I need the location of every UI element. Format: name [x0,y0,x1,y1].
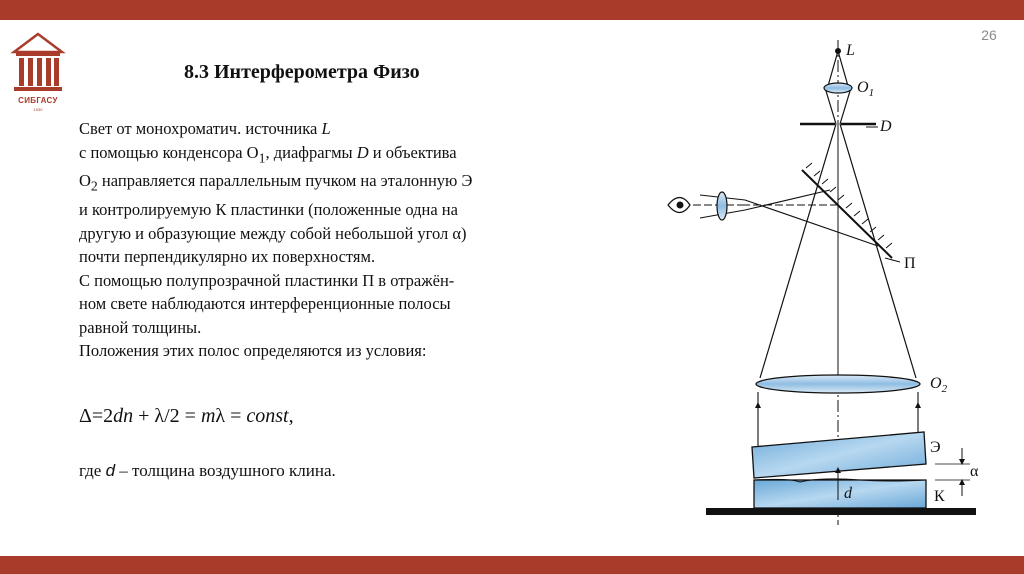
formula: Δ=2dn + λ/2 = mλ = const, [79,405,294,427]
reflected-ray [745,190,830,210]
body-line-7: С помощью полупрозрачной пластинки П в отражён- [79,270,455,290]
body-text [79,117,599,363]
condenser-lens-o1 [824,83,852,93]
logo-wordmark: СИБГАСУ [18,96,58,105]
body-line-2: с помощью конденсора $О_1$, диафрагмы D и объектива [79,142,457,165]
label-o1: $O_1$ [857,79,875,99]
label-e: Э [930,439,941,456]
university-logo [10,30,66,116]
bottom-accent-bar [0,556,1024,574]
label-leader [885,258,900,262]
beamsplitter-plate [802,170,892,258]
fizeau-interferometer-diagram [655,32,1000,532]
ray [840,91,850,124]
body-line-4: и контролируемую К пластинки (положенные одна на [79,200,458,220]
logo-year: 1930 [33,107,43,112]
eye-icon [668,198,690,213]
ray [760,124,836,378]
ray [826,91,836,124]
beamsplitter-hatching [806,163,892,248]
reference-plate-e [752,432,926,478]
body-line-5: другую и образующие между собой небольшой угол α) [79,223,467,243]
source-symbol: L [321,119,331,138]
label-p: П [904,255,916,272]
label-k: К [934,488,945,505]
interferometer-svg [655,32,1000,532]
label-l: L [846,42,855,59]
slide-title: 8.3 Интерферометра Физо [184,61,420,83]
eyepiece-lens [717,192,727,220]
building-logo-icon [10,30,66,96]
ray [828,51,838,86]
label-d-diaphragm: D [880,118,892,135]
slide-number: 26 [981,27,997,43]
ray [840,124,916,378]
label-d-thickness: d [844,485,852,502]
test-plate-k [754,480,926,508]
body-line-6: почти перпендикулярно их поверхностям. [79,247,376,267]
label-o2: $O_2$ [930,375,948,395]
body-line-1: Свет от монохроматич. источника L [79,119,331,138]
body-line-9: равной толщины. [79,317,202,337]
body-line-10: Положения этих полос определяются из условия: [79,341,427,361]
body-line-3: $О_2$ направляется параллельным пучком на эталонную Э [79,171,473,194]
objective-lens-o2 [756,375,920,393]
formula-note: где d – толщина воздушного клина. [79,461,336,480]
top-accent-bar [0,0,1024,20]
base-table [706,508,976,515]
diaphragm-symbol: D [356,142,369,162]
label-alpha: α [970,463,979,480]
body-line-8: ном свете наблюдаются интерференционные полосы [79,294,451,314]
